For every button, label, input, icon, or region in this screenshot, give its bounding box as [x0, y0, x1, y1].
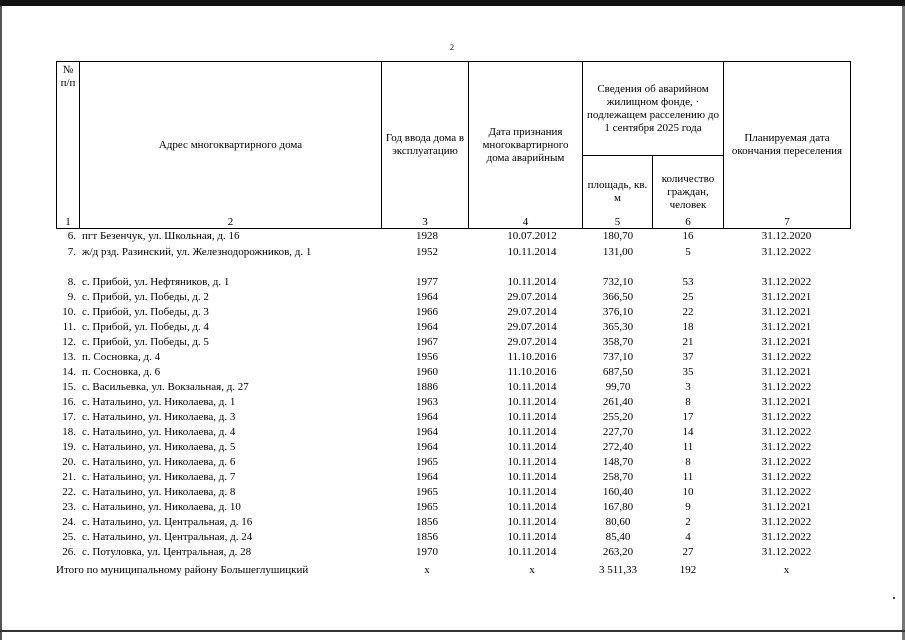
- row-year: 1964: [416, 411, 438, 423]
- row-plan-date: 31.12.2022: [761, 546, 812, 558]
- row-plan-date: 31.12.2022: [761, 381, 812, 393]
- row-area: 261,40: [602, 396, 634, 408]
- row-people: 27: [682, 546, 694, 558]
- row-people: 21: [682, 336, 694, 348]
- table-row: [0, 229, 905, 244]
- header-address: Адрес многоквартирного дома: [79, 61, 382, 229]
- row-plan-date: 31.12.2022: [761, 441, 812, 453]
- total-date: x: [529, 564, 535, 576]
- row-address: с. Натальино, ул. Николаева, д. 1: [82, 396, 236, 408]
- row-people: 25: [682, 291, 694, 303]
- row-date: 10.11.2014: [507, 441, 557, 453]
- table-row: [0, 440, 905, 455]
- row-year: 1856: [416, 531, 438, 543]
- row-area: 167,80: [602, 501, 634, 513]
- row-people: 17: [682, 411, 694, 423]
- row-date: 10.11.2014: [507, 276, 557, 288]
- row-number: 22.: [62, 486, 76, 498]
- header-people: количество граждан, человек: [652, 155, 724, 229]
- row-area: 732,10: [602, 276, 634, 288]
- row-date: 10.11.2014: [507, 381, 557, 393]
- row-year: 1856: [416, 516, 438, 528]
- row-number: 20.: [62, 456, 76, 468]
- row-area: 160,40: [602, 486, 634, 498]
- row-address: с. Натальино, ул. Николаева, д. 8: [82, 486, 236, 498]
- table-row: [0, 485, 905, 500]
- row-date: 10.11.2014: [507, 471, 557, 483]
- row-plan-date: 31.12.2021: [761, 396, 812, 408]
- row-area: 358,70: [602, 336, 634, 348]
- row-number: 15.: [62, 381, 76, 393]
- total-year: x: [424, 564, 430, 576]
- row-address: с. Натальино, ул. Центральная, д. 24: [82, 531, 253, 543]
- row-number: 24.: [62, 516, 76, 528]
- row-year: 1967: [416, 336, 438, 348]
- row-number: 17.: [62, 411, 76, 423]
- header-date: Дата признания многоквартирного дома аварийным: [468, 61, 583, 229]
- row-year: 1965: [416, 501, 438, 513]
- row-plan-date: 31.12.2022: [761, 426, 812, 438]
- row-plan-date: 31.12.2022: [761, 516, 812, 528]
- column-number: 6: [685, 216, 691, 228]
- row-year: 1965: [416, 456, 438, 468]
- row-number: 16.: [62, 396, 76, 408]
- row-number: 23.: [62, 501, 76, 513]
- header-area: площадь, кв. м: [582, 155, 653, 229]
- column-number: 1: [65, 216, 71, 228]
- table-row: [0, 275, 905, 290]
- row-date: 10.07.2012: [507, 230, 557, 242]
- row-address: с. Потуловка, ул. Центральная, д. 28: [82, 546, 252, 558]
- row-area: 99,70: [605, 381, 631, 393]
- row-year: 1928: [416, 230, 438, 242]
- row-plan-date: 31.12.2022: [761, 276, 812, 288]
- column-number: 2: [227, 216, 234, 228]
- column-number: 5: [614, 216, 621, 228]
- row-date: 10.11.2014: [507, 411, 557, 423]
- table-row: [0, 410, 905, 425]
- row-date: 11.10.2016: [507, 351, 557, 363]
- row-number: 13.: [62, 351, 76, 363]
- row-year: 1965: [416, 486, 438, 498]
- table-row: [0, 305, 905, 320]
- row-plan-date: 31.12.2021: [761, 321, 812, 333]
- column-number: 7: [784, 216, 790, 228]
- row-address: ж/д рзд. Разинский, ул. Железнодорожников, д. 1: [82, 246, 312, 258]
- row-year: 1960: [416, 366, 438, 378]
- row-address: с. Натальино, ул. Николаева, д. 10: [82, 501, 241, 513]
- row-area: 263,20: [602, 546, 634, 558]
- row-area: 687,50: [602, 366, 634, 378]
- row-year: 1956: [416, 351, 438, 363]
- row-people: 18: [682, 321, 694, 333]
- row-number: 12.: [62, 336, 76, 348]
- row-plan-date: 31.12.2020: [761, 230, 812, 242]
- row-plan-date: 31.12.2021: [761, 501, 812, 513]
- row-address: с. Натальино, ул. Центральная, д. 16: [82, 516, 253, 528]
- row-plan-date: 31.12.2021: [761, 306, 812, 318]
- row-people: 11: [682, 471, 694, 483]
- row-plan-date: 31.12.2021: [761, 366, 812, 378]
- row-people: 10: [682, 486, 694, 498]
- row-people: 37: [682, 351, 694, 363]
- row-date: 10.11.2014: [507, 246, 557, 258]
- row-date: 10.11.2014: [507, 531, 557, 543]
- row-address: с. Прибой, ул. Победы, д. 2: [82, 291, 209, 303]
- row-number: 25.: [62, 531, 76, 543]
- row-people: 8: [685, 396, 691, 408]
- row-date: 10.11.2014: [507, 396, 557, 408]
- row-address: с. Прибой, ул. Победы, д. 5: [82, 336, 209, 348]
- row-area: 255,20: [602, 411, 634, 423]
- row-plan-date: 31.12.2022: [761, 246, 812, 258]
- header-year: Год ввода дома в эксплуатацию: [381, 61, 469, 229]
- row-address: с. Натальино, ул. Николаева, д. 6: [82, 456, 236, 468]
- row-year: 1966: [416, 306, 438, 318]
- row-date: 29.07.2014: [507, 306, 557, 318]
- row-address: с. Натальино, ул. Николаева, д. 4: [82, 426, 236, 438]
- row-plan-date: 31.12.2022: [761, 456, 812, 468]
- table-row: [0, 515, 905, 530]
- row-plan-date: 31.12.2021: [761, 291, 812, 303]
- row-number: 11.: [62, 321, 76, 333]
- row-year: 1977: [416, 276, 438, 288]
- row-date: 10.11.2014: [507, 516, 557, 528]
- row-address: п. Сосновка, д. 6: [82, 366, 161, 378]
- table-row: [0, 470, 905, 485]
- row-number: 19.: [62, 441, 76, 453]
- row-area: 258,70: [602, 471, 634, 483]
- row-people: 16: [682, 230, 694, 242]
- row-people: 5: [685, 246, 691, 258]
- row-year: 1963: [416, 396, 438, 408]
- row-people: 3: [685, 381, 691, 393]
- table-row: [0, 545, 905, 560]
- table-row: [0, 530, 905, 545]
- row-year: 1964: [416, 471, 438, 483]
- header-info: Сведения об аварийном жилищном фонде, · подлежащем расселению до 1 сентября 2025 года: [582, 61, 724, 156]
- row-year: 1964: [416, 441, 438, 453]
- row-number: 21.: [62, 471, 76, 483]
- row-people: 22: [682, 306, 694, 318]
- row-date: 10.11.2014: [507, 501, 557, 513]
- row-number: 14.: [62, 366, 76, 378]
- row-plan-date: 31.12.2022: [761, 531, 812, 543]
- row-address: с. Натальино, ул. Николаева, д. 7: [82, 471, 236, 483]
- row-number: 7.: [67, 246, 76, 258]
- row-year: 1970: [416, 546, 438, 558]
- row-area: 80,60: [605, 516, 631, 528]
- header-plan: Планируемая дата окончания переселения: [723, 61, 851, 229]
- total-plan: x: [783, 564, 790, 576]
- header-no: № п/п: [56, 61, 80, 229]
- total-people: 192: [679, 564, 697, 576]
- row-address: с. Прибой, ул. Нефтяников, д. 1: [82, 276, 230, 288]
- total-area: 3 511,33: [598, 564, 638, 576]
- table-row: [0, 320, 905, 335]
- column-number: 4: [522, 216, 529, 228]
- scan-speck: [893, 597, 895, 599]
- top-border: [0, 0, 905, 6]
- row-year: 1964: [416, 291, 438, 303]
- column-number: 3: [422, 216, 428, 228]
- row-people: 53: [682, 276, 694, 288]
- row-area: 737,10: [602, 351, 634, 363]
- row-year: 1886: [416, 381, 438, 393]
- row-date: 29.07.2014: [507, 321, 557, 333]
- row-people: 8: [685, 456, 691, 468]
- table-row: [0, 290, 905, 305]
- row-plan-date: 31.12.2022: [761, 471, 812, 483]
- row-date: 10.11.2014: [507, 546, 557, 558]
- row-people: 35: [682, 366, 694, 378]
- row-address: с. Натальино, ул. Николаева, д. 3: [82, 411, 236, 423]
- row-number: 8.: [67, 276, 76, 288]
- row-year: 1952: [416, 246, 438, 258]
- row-date: 29.07.2014: [507, 291, 557, 303]
- row-people: 11: [682, 441, 694, 453]
- row-plan-date: 31.12.2021: [761, 336, 812, 348]
- table-row: [0, 365, 905, 380]
- row-area: 366,50: [602, 291, 634, 303]
- table-row: [0, 335, 905, 350]
- table-row: [0, 395, 905, 410]
- row-year: 1964: [416, 426, 438, 438]
- row-number: 9.: [67, 291, 76, 303]
- row-address: п. Сосновка, д. 4: [82, 351, 161, 363]
- row-date: 10.11.2014: [507, 486, 557, 498]
- total-label: Итого по муниципальному району Большеглушицкий: [56, 564, 309, 576]
- row-area: 148,70: [602, 456, 634, 468]
- row-address: с. Натальино, ул. Николаева, д. 5: [82, 441, 236, 453]
- row-address: пгт Безенчук, ул. Школьная, д. 16: [82, 230, 240, 242]
- table-row: [0, 425, 905, 440]
- row-date: 11.10.2016: [507, 366, 557, 378]
- row-plan-date: 31.12.2022: [761, 351, 812, 363]
- total-row: [0, 563, 905, 577]
- table-row: [0, 500, 905, 515]
- row-area: 85,40: [605, 531, 631, 543]
- row-address: с. Васильевка, ул. Вокзальная, д. 27: [82, 381, 249, 393]
- row-people: 4: [685, 531, 691, 543]
- table-row: [0, 350, 905, 365]
- row-date: 10.11.2014: [507, 456, 557, 468]
- table-row: [0, 455, 905, 470]
- row-address: с. Прибой, ул. Победы, д. 4: [82, 321, 209, 333]
- row-area: 376,10: [602, 306, 634, 318]
- row-area: 365,30: [602, 321, 634, 333]
- row-area: 180,70: [602, 230, 634, 242]
- row-number: 6.: [67, 230, 76, 242]
- row-address: с. Прибой, ул. Победы, д. 3: [82, 306, 209, 318]
- row-area: 227,70: [602, 426, 634, 438]
- row-date: 29.07.2014: [507, 336, 557, 348]
- row-area: 131,00: [602, 246, 634, 258]
- row-number: 10.: [62, 306, 76, 318]
- row-plan-date: 31.12.2022: [761, 411, 812, 423]
- bottom-border: [0, 630, 905, 632]
- row-date: 10.11.2014: [507, 426, 557, 438]
- page-number: 2: [450, 43, 454, 52]
- row-area: 272,40: [602, 441, 634, 453]
- table-row: [0, 380, 905, 395]
- row-plan-date: 31.12.2022: [761, 486, 812, 498]
- row-year: 1964: [416, 321, 438, 333]
- row-people: 9: [685, 501, 691, 513]
- row-number: 26.: [62, 546, 76, 558]
- row-number: 18.: [62, 426, 76, 438]
- table-row: [0, 245, 905, 274]
- row-people: 2: [685, 516, 691, 528]
- row-people: 14: [682, 426, 694, 438]
